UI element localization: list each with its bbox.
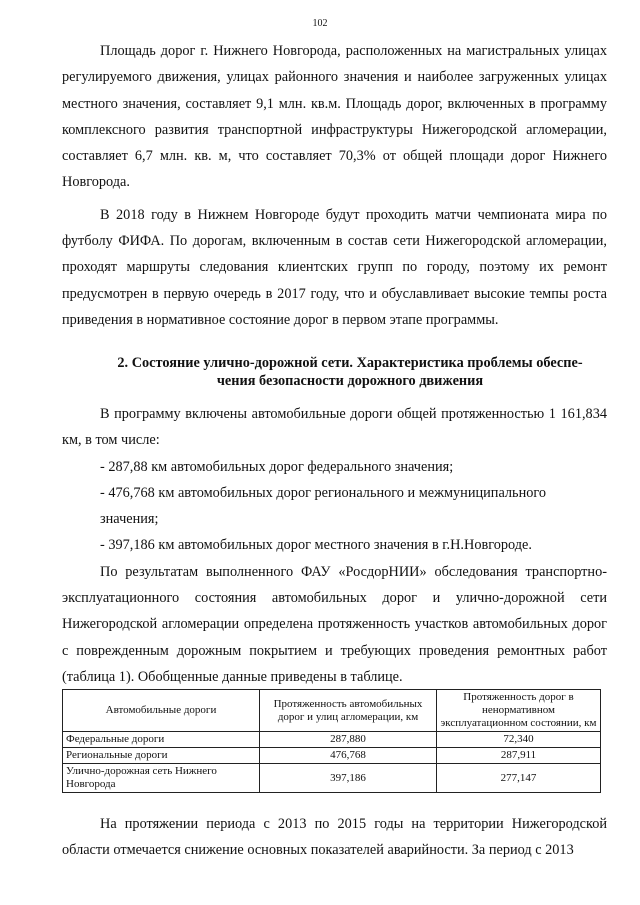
table-row bbox=[63, 748, 601, 764]
list-item-local: - 397,186 км автомобильных дорог местного значения в г.Н.Новгороде. bbox=[100, 537, 532, 554]
paragraph-fifa: В 2018 году в Нижнем Новгороде будут проходить матчи чемпионата мира по футболу ФИФА. По дорогам, включенным в состав сети Нижегородской агломерации, проходят маршруты следования клиентских групп по городу, поэтому их ремонт предусмотрен в первую очередь в 2017 году, что и обуславливает высокие темпы роста приведения в нормативное состояние дорог в первом этапе программы. bbox=[62, 206, 607, 328]
table-cell-length: 287,880 bbox=[260, 732, 437, 748]
paragraph-survey: По результатам выполненного ФАУ «РосдорНИИ» обследования транспортно-эксплуатационного состояния автомобильных дорог и улично-дорожной сети Нижегородской агломерации определена протяженность участков автомобильных дорог с поврежденным дорожным покрытием и требующих проведения ремонтных работ (таблица 1). Обобщенные данные приведены в таблице. bbox=[62, 563, 607, 685]
table-row bbox=[63, 764, 601, 793]
table-header-roads: Автомобильные дороги bbox=[63, 690, 260, 732]
list-item-regional-cont: значения; bbox=[100, 511, 159, 528]
section-heading-line1: 2. Состояние улично-дорожной сети. Характеристика проблемы обеспе- bbox=[117, 355, 583, 371]
paragraph-accidents: На протяжении периода с 2013 по 2015 годы на территории Нижегородской области отмечается снижение основных показателей аварийности. За период с 2013 bbox=[62, 816, 607, 859]
text-block-middle bbox=[62, 401, 607, 690]
table-header-row bbox=[63, 690, 601, 732]
text-block-top bbox=[62, 38, 607, 333]
table-cell-bad: 72,340 bbox=[437, 732, 601, 748]
page-number: 102 bbox=[312, 18, 328, 29]
list-item-federal: - 287,88 км автомобильных дорог федерального значения; bbox=[100, 458, 454, 475]
section-heading-line2: чения безопасности дорожного движения bbox=[216, 373, 484, 389]
roads-table bbox=[62, 689, 601, 793]
paragraph-program-length: В программу включены автомобильные дороги общей протяженностью 1 161,834 км, в том числе: bbox=[62, 406, 607, 449]
table-row bbox=[63, 732, 601, 748]
paragraph-road-area: Площадь дорог г. Нижнего Новгорода, расположенных на магистральных улицах регулируемого движения, улицах районного значения и наиболее загруженных улицах местного значения, составляет 9,1 млн. кв.м. Площадь дорог, включенных в программу комплексного развития транспортной инфраструктуры Нижегородской агломерации, составляет 6,7 млн. кв. м, что составляет 70,3% от общей площади дорог Нижнего Новгорода. bbox=[62, 43, 607, 191]
table-cell-bad: 277,147 bbox=[437, 764, 601, 793]
table-header-bad-condition: Протяженность дорог в ненормативном эксплуатационном состоянии, км bbox=[437, 690, 601, 732]
table-cell-length: 397,186 bbox=[260, 764, 437, 793]
table-cell-name: Улично-дорожная сеть Нижнего Новгорода bbox=[63, 764, 260, 793]
table-cell-length: 476,768 bbox=[260, 748, 437, 764]
list-item-regional: - 476,768 км автомобильных дорог регионального и межмуниципального bbox=[100, 484, 547, 501]
table-header-length: Протяженность автомобильных дорог и улиц агломерации, км bbox=[260, 690, 437, 732]
section-heading bbox=[90, 354, 610, 390]
table-cell-name: Региональные дороги bbox=[63, 748, 260, 764]
table-cell-name: Федеральные дороги bbox=[63, 732, 260, 748]
table-cell-bad: 287,911 bbox=[437, 748, 601, 764]
text-block-bottom bbox=[62, 811, 607, 864]
